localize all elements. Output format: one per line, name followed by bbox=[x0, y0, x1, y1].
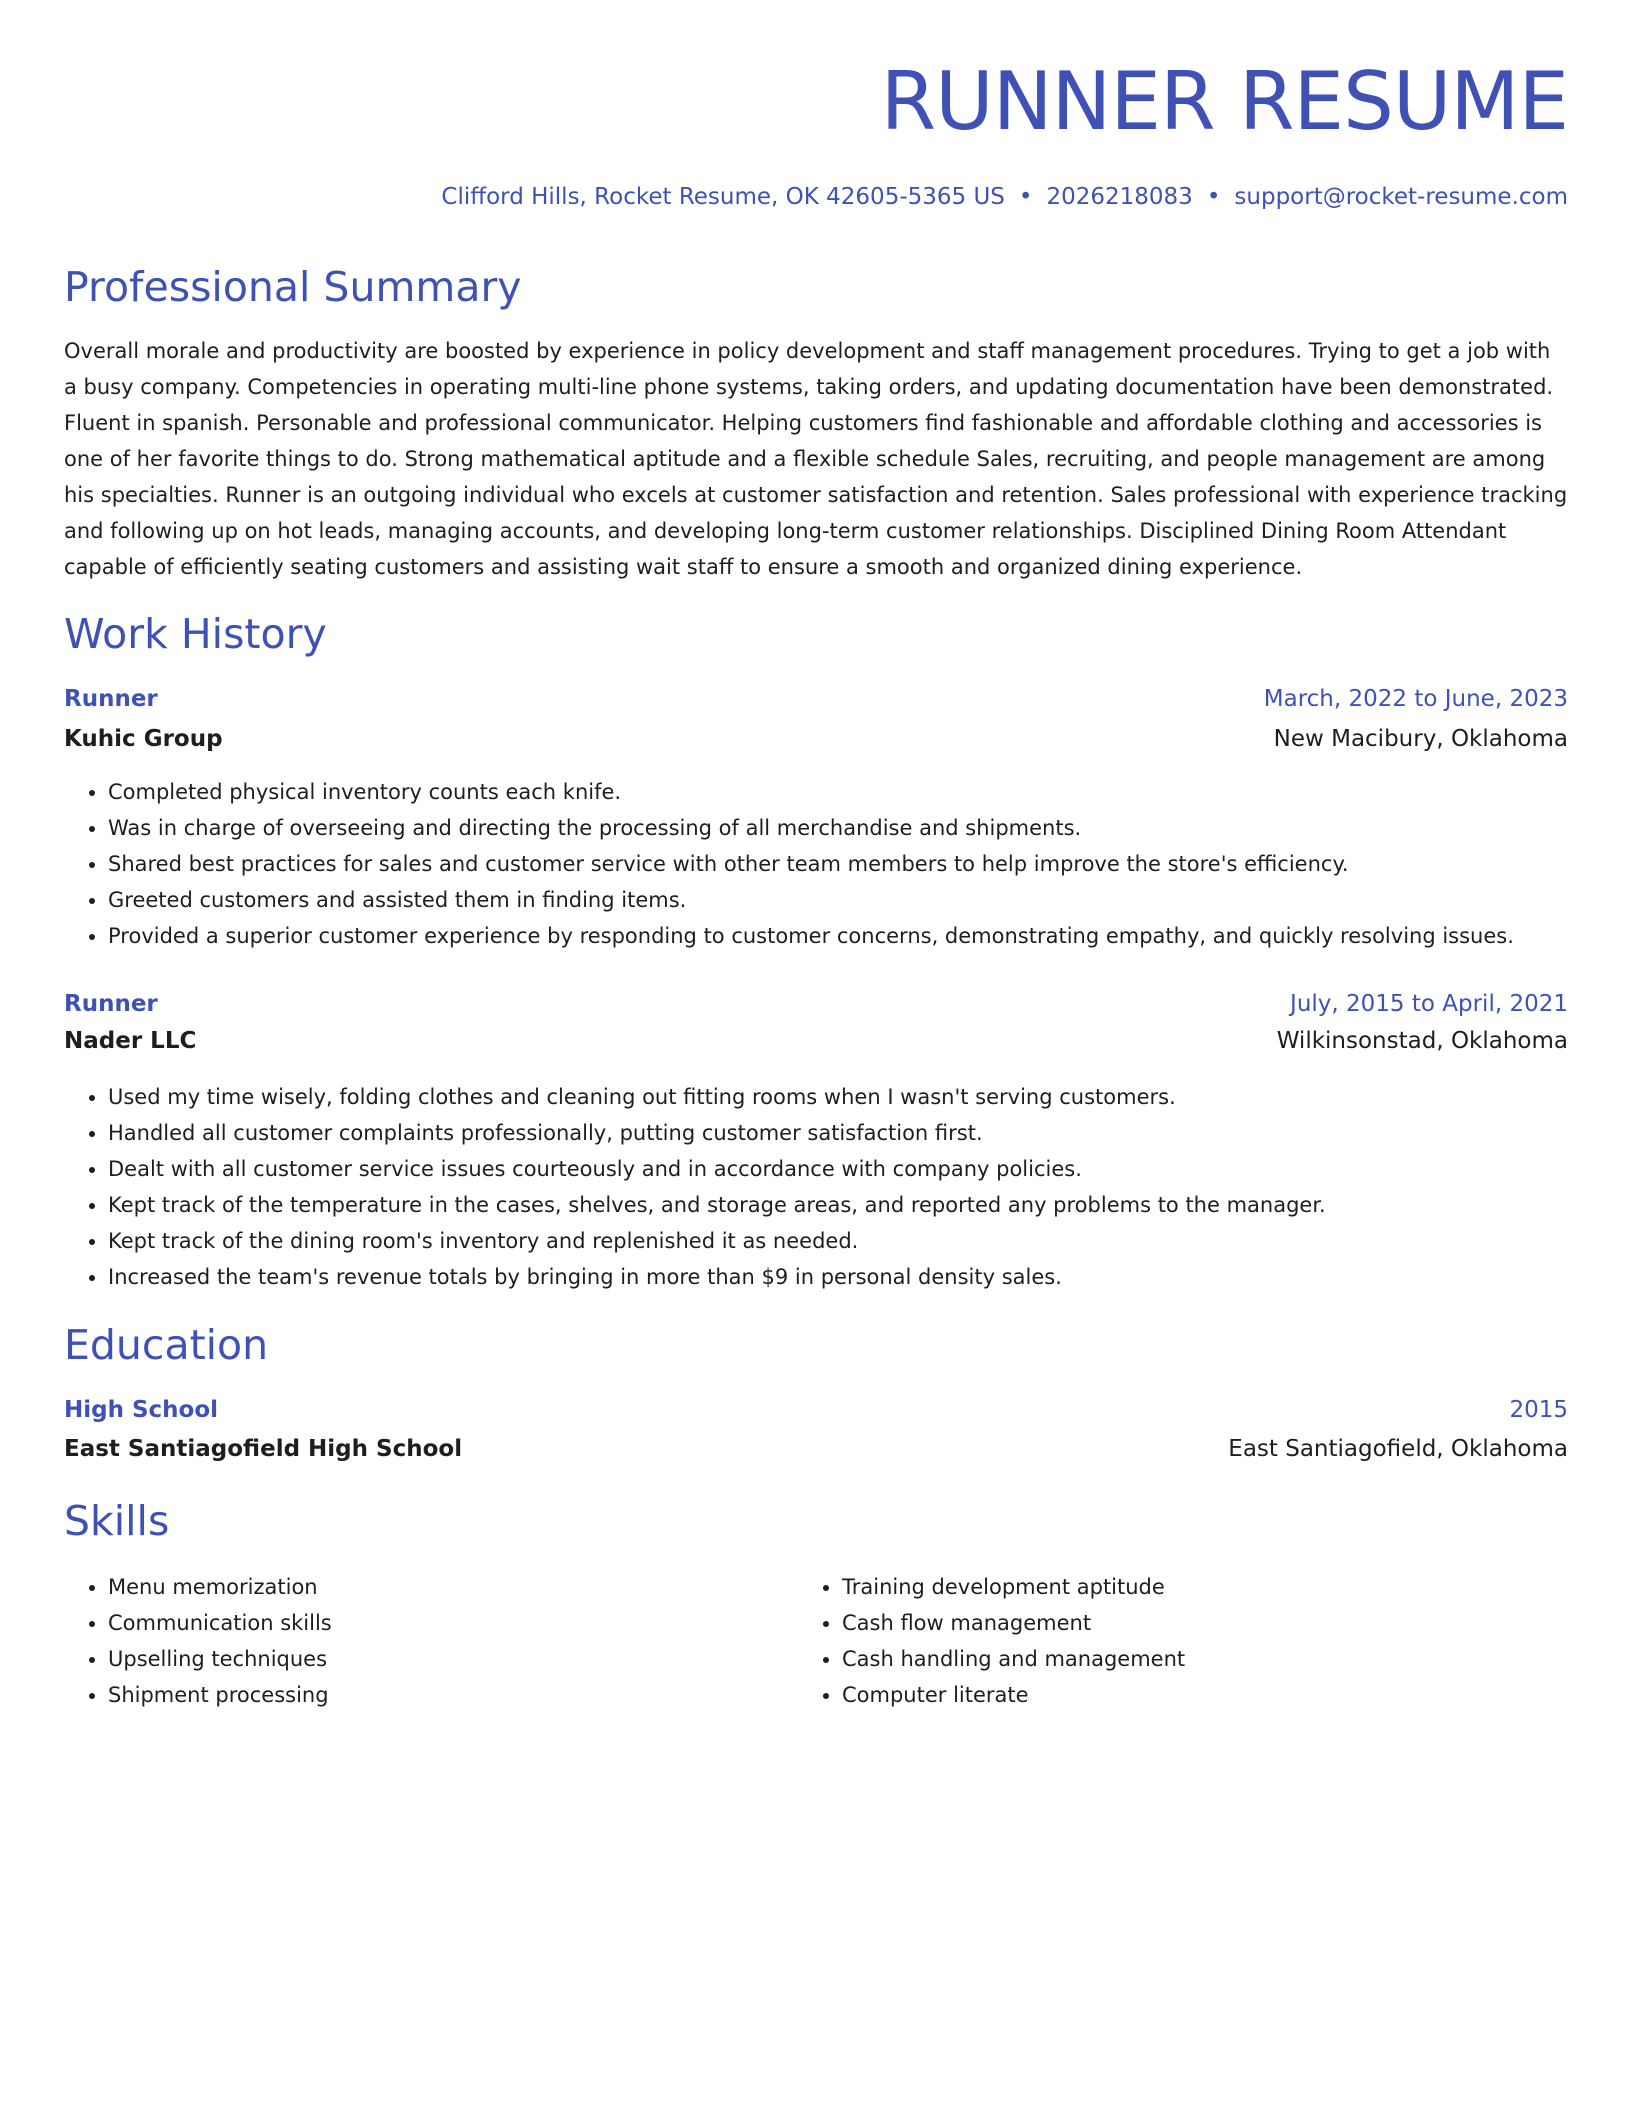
education-degree: High School bbox=[64, 1397, 219, 1423]
skill-item: • Computer literate bbox=[842, 1677, 1492, 1713]
resume-header bbox=[441, 52, 1568, 212]
job-2-company-row bbox=[64, 1025, 1568, 1057]
skills-list-left bbox=[64, 1569, 758, 1713]
education-heading: Education bbox=[64, 1321, 269, 1369]
list-item: • Used my time wisely, folding clothes and cleaning out fitting rooms when I wasn't serving customers. bbox=[108, 1079, 1326, 1115]
education-location: East Santiagofield, Oklahoma bbox=[1228, 1436, 1568, 1462]
education-school-row bbox=[64, 1433, 1568, 1465]
contact-separator: • bbox=[1206, 184, 1221, 210]
list-item: • Provided a superior customer experience by responding to customer concerns, demonstrating empathy, and quickly resolving issues. bbox=[108, 918, 1514, 954]
list-item: • Was in charge of overseeing and directing the processing of all merchandise and shipments. bbox=[108, 810, 1514, 846]
list-item: • Greeted customers and assisted them in finding items. bbox=[108, 882, 1514, 918]
list-item: • Increased the team's revenue totals by bringing in more than $9 in personal density sales. bbox=[108, 1259, 1326, 1295]
list-item: • Kept track of the dining room's inventory and replenished it as needed. bbox=[108, 1223, 1326, 1259]
job-dates: March, 2022 to June, 2023 bbox=[1263, 686, 1568, 712]
job-1-company-row bbox=[64, 723, 1568, 755]
list-item: • Dealt with all customer service issues courteously and in accordance with company policies. bbox=[108, 1151, 1326, 1187]
job-title: Runner bbox=[64, 991, 158, 1017]
education-year: 2015 bbox=[1509, 1397, 1568, 1423]
list-item: • Shared best practices for sales and customer service with other team members to help improve the store's efficiency. bbox=[108, 846, 1514, 882]
skills-list-right bbox=[798, 1569, 1492, 1713]
skill-item: • Shipment processing bbox=[108, 1677, 758, 1713]
education-degree-row bbox=[64, 1394, 1568, 1426]
job-location: New Macibury, Oklahoma bbox=[1273, 726, 1568, 752]
job-1-title-row bbox=[64, 683, 1568, 715]
skill-item: • Cash handling and management bbox=[842, 1641, 1492, 1677]
list-item: • Handled all customer complaints professionally, putting customer satisfaction first. bbox=[108, 1115, 1326, 1151]
contact-separator: • bbox=[1018, 184, 1033, 210]
job-dates: July, 2015 to April, 2021 bbox=[1290, 991, 1568, 1017]
job-company: Nader LLC bbox=[64, 1028, 197, 1054]
list-item: • Completed physical inventory counts each knife. bbox=[108, 774, 1514, 810]
job-company: Kuhic Group bbox=[64, 726, 223, 752]
skill-item: • Cash flow management bbox=[842, 1605, 1492, 1641]
contact-address: Clifford Hills, Rocket Resume, OK 42605-5365 US bbox=[441, 184, 1005, 210]
job-1-bullets bbox=[64, 774, 1514, 954]
contact-email: support@rocket-resume.com bbox=[1234, 184, 1568, 210]
summary-text: Overall morale and productivity are boosted by experience in policy development and staff management procedures. Trying to get a job with a busy company. Competencies in operating multi-line phone systems, taking orders, and updating documentation have been demonstrated. Fluent in spanish. Personable and professional communicator. Helping customers find fashionable and affordable clothing and accessories is one of her favorite things to do. Strong mathematical aptitude and a flexible schedule Sales, recruiting, and people management are among his specialties. Runner is an outgoing individual who excels at customer satisfaction and retention. Sales professional with experience tracking and following up on hot leads, managing accounts, and developing long-term customer relationships. Disciplined Dining Room Attendant capable of efficiently seating customers and assisting wait staff to ensure a smooth and organized dining experience. bbox=[64, 339, 1568, 579]
skill-item: • Training development aptitude bbox=[842, 1569, 1492, 1605]
skill-item: • Communication skills bbox=[108, 1605, 758, 1641]
contact-phone: 2026218083 bbox=[1046, 184, 1193, 210]
education-school: East Santiagofield High School bbox=[64, 1436, 463, 1462]
work-history-heading: Work History bbox=[64, 610, 327, 658]
job-location: Wilkinsonstad, Oklahoma bbox=[1276, 1028, 1568, 1054]
resume-title: RUNNER RESUME bbox=[880, 55, 1568, 148]
skills-heading: Skills bbox=[64, 1497, 170, 1545]
job-title: Runner bbox=[64, 686, 158, 712]
summary-heading: Professional Summary bbox=[64, 263, 522, 311]
job-2-bullets bbox=[64, 1079, 1326, 1295]
skill-item: • Menu memorization bbox=[108, 1569, 758, 1605]
contact-line bbox=[441, 182, 1568, 212]
list-item: • Kept track of the temperature in the cases, shelves, and storage areas, and reported any problems to the manager. bbox=[108, 1187, 1326, 1223]
job-2-title-row bbox=[64, 988, 1568, 1020]
skill-item: • Upselling techniques bbox=[108, 1641, 758, 1677]
